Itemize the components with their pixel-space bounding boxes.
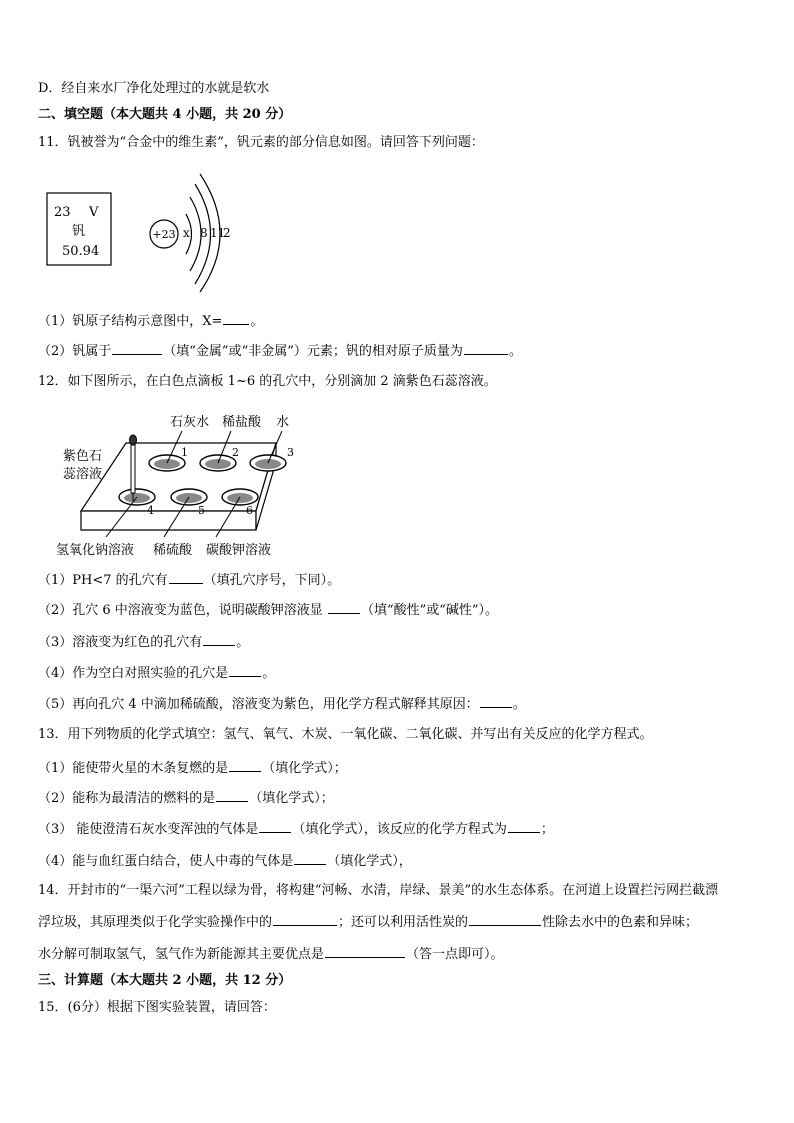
label-dilute-hcl: 稀盐酸: [222, 415, 262, 430]
q12-sub3: （3）溶液变为红色的孔穴有 。: [38, 635, 250, 650]
q12-spot-plate-figure: [54, 413, 294, 561]
q12-sub4: （4）作为空白对照实验的孔穴是 。: [38, 666, 276, 681]
answer-blank[interactable]: [464, 342, 508, 355]
answer-blank[interactable]: [325, 945, 405, 958]
answer-blank[interactable]: [508, 820, 540, 833]
element-number: 23: [54, 205, 71, 220]
q12-sub1: （1）PH<7 的孔穴有 （填孔穴序号，下同）。: [38, 573, 341, 588]
answer-blank[interactable]: [223, 312, 249, 325]
well-number-4: 4: [147, 504, 154, 517]
q11-sub2: （2）钒属于 （填“金属”或“非金属”）元素；钒的相对原子质量为 。: [38, 344, 522, 359]
answer-blank[interactable]: [294, 852, 326, 865]
element-name: 钒: [72, 224, 86, 239]
shell-count-3: 11: [210, 226, 226, 240]
q12-sub5: （5）再向孔穴 4 中滴加稀硫酸，溶液变为紫色，用化学方程式解释其原因： 。: [38, 697, 526, 712]
element-symbol: V: [89, 205, 99, 220]
q14-line2: 浮垃圾，其原理类似于化学实验操作中的 ；还可以利用活性炭的 性除去水中的色素和异味；: [38, 915, 699, 930]
q10-option-d: D．经自来水厂净化处理过的水就是软水: [38, 81, 270, 96]
q14-line3: 水分解可制取氢气，氢气作为新能源其主要优点是 （答一点即可）。: [38, 947, 504, 962]
shell-count-1: x: [183, 226, 190, 240]
dropper-tube: [131, 445, 135, 493]
answer-blank[interactable]: [112, 342, 162, 355]
q12-sub2: （2）孔穴 6 中溶液变为蓝色，说明碳酸钾溶液显 （填“酸性”或“碱性”）。: [38, 603, 499, 618]
well-number-6: 6: [246, 504, 253, 517]
q11-stem: 11．钒被誉为“合金中的维生素”，钒元素的部分信息如图。请回答下列问题：: [38, 135, 484, 150]
section2-heading: 二、填空题（本大题共 4 小题，共 20 分）: [38, 107, 292, 122]
label-naoh: 氢氧化钠溶液: [56, 543, 135, 558]
q13-sub1: （1）能使带火星的木条复燃的是 （填化学式）；: [38, 761, 347, 776]
answer-blank[interactable]: [259, 820, 291, 833]
answer-blank[interactable]: [273, 913, 337, 926]
dropper-bulb: [130, 435, 137, 445]
q14-line1: 14．开封市的“一渠六河”工程以绿为骨，将构建“河畅、水清，岸绿、景美”的水生态体系。在河道上设置拦污网拦截漂: [38, 883, 719, 898]
answer-blank[interactable]: [203, 633, 235, 646]
q13-sub2: （2）能称为最清洁的燃料的是 （填化学式）；: [38, 791, 334, 806]
well-number-2: 2: [232, 446, 239, 459]
label-litmus-1: 紫色石: [63, 449, 103, 464]
q13-sub4: （4）能与血红蛋白结合，使人中毒的气体是 （填化学式），: [38, 854, 412, 869]
label-water: 水: [276, 415, 290, 430]
answer-blank[interactable]: [480, 695, 512, 708]
well-number-3: 3: [287, 446, 294, 459]
well-number-1: 1: [181, 446, 188, 459]
section3-heading: 三、计算题（本大题共 2 小题，共 12 分）: [38, 973, 292, 988]
q11-element-figure: [40, 168, 250, 293]
element-mass: 50.94: [62, 244, 100, 259]
shell-count-4: 2: [223, 226, 231, 240]
label-dilute-h2so4: 稀硫酸: [153, 543, 193, 558]
answer-blank[interactable]: [169, 571, 203, 584]
label-k2co3: 碳酸钾溶液: [206, 543, 272, 558]
shell-count-2: 8: [200, 226, 208, 240]
q11-sub1: （1）钒原子结构示意图中，X= 。: [38, 314, 264, 329]
label-litmus-2: 蕊溶液: [63, 467, 103, 482]
answer-blank[interactable]: [328, 601, 360, 614]
q15-stem: 15．(6分）根据下图实验装置，请回答：: [38, 1000, 276, 1015]
answer-blank[interactable]: [229, 759, 261, 772]
answer-blank[interactable]: [216, 789, 248, 802]
q13-sub3: （3） 能使澄清石灰水变浑浊的气体是 （填化学式），该反应的化学方程式为 ；: [38, 822, 554, 837]
label-limewater: 石灰水: [170, 415, 210, 430]
answer-blank[interactable]: [229, 664, 261, 677]
nucleus-charge: +23: [152, 228, 176, 241]
q13-stem: 13．用下列物质的化学式填空：氢气、氧气、木炭、一氧化碳、二氧化碳、并写出有关反应的化学方程式。: [38, 727, 653, 742]
well-number-5: 5: [198, 504, 205, 517]
answer-blank[interactable]: [469, 913, 541, 926]
q12-stem: 12．如下图所示，在白色点滴板 1~6 的孔穴中，分别滴加 2 滴紫色石蕊溶液。: [38, 374, 497, 389]
